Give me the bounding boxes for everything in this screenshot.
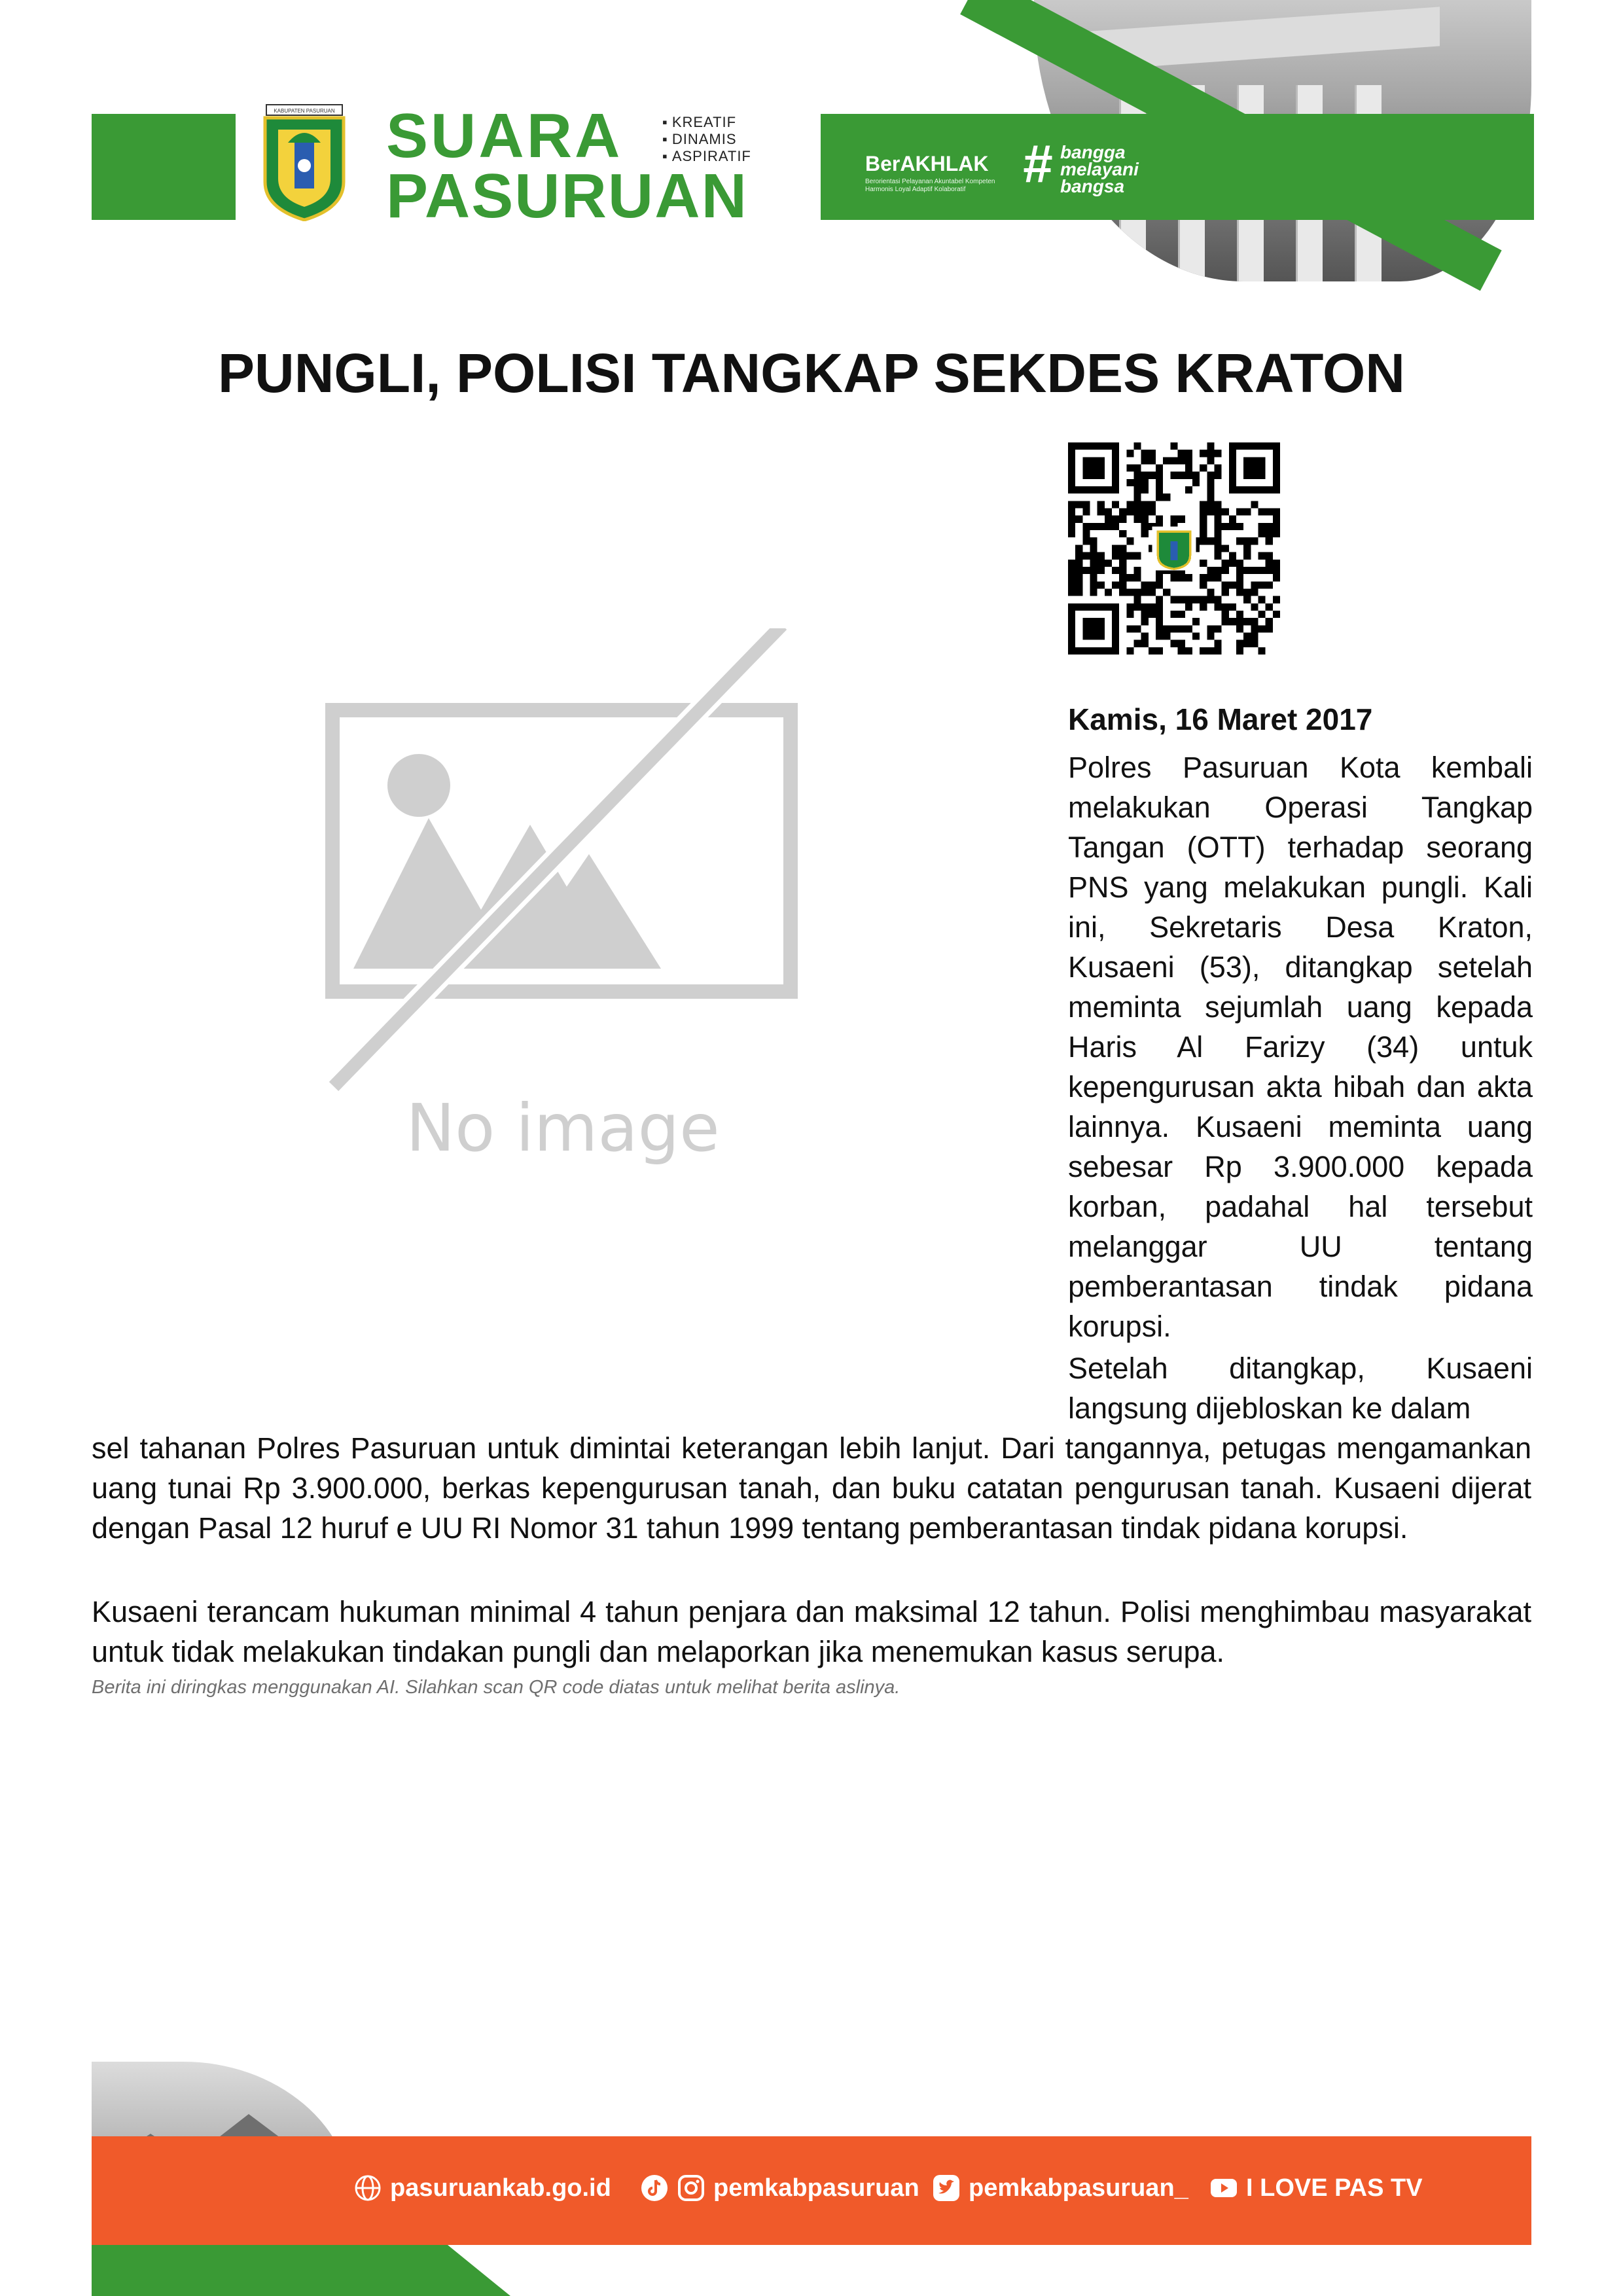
hash-icon: # [1022, 134, 1052, 194]
article-paragraph-2-end: sel tahanan Polres Pasuruan untuk dimintai keterangan lebih lanjut. Dari tangannya, petugas mengamankan uang tunai Rp 3.900.000, berkas kepengurusan tanah, dan buku catatan pengurusan tanah. Kusaeni dijerat dengan Pasal 12 huruf e UU RI Nomor 31 tahun 1999 tentang pemberantasan tindak pidana korupsi. [92, 1431, 1531, 1545]
berakhlak-subtitle: Berorientasi Pelayanan Akuntabel Kompeten Harmonis Loyal Adaptif Kolaboratif [865, 178, 995, 193]
header-left-green-bar [92, 114, 236, 220]
twitter-icon [932, 2174, 961, 2202]
no-image-placeholder [314, 628, 812, 1165]
bangga-melayani-bangsa [1060, 144, 1139, 195]
brand-title-line1: SUARA [386, 101, 623, 171]
tagline-item: ▪ KREATIF [662, 114, 751, 131]
berakhlak-logo-text: BerAKHLAK [865, 152, 989, 175]
instagram-icon [677, 2174, 705, 2202]
tagline-item: ▪ ASPIRATIF [662, 148, 751, 165]
article-paragraph-2-start: Setelah ditangkap, Kusaeni langsung dijebloskan ke dalam [1068, 1352, 1533, 1425]
article-paragraph-3: Kusaeni terancam hukuman minimal 4 tahun penjara dan maksimal 12 tahun. Polisi menghimbau masyarakat untuk tidak melakukan tindakan pungli dan melaporkan jika menemukan kasus serupa. [92, 1595, 1531, 1668]
brand-title-line2: PASURUAN [386, 161, 748, 231]
tiktok-instagram-handle: pemkabpasuruan [713, 2174, 919, 2202]
footer-green-strip [92, 2245, 510, 2296]
hash-line: bangga [1060, 142, 1126, 162]
tagline-item: ▪ DINAMIS [662, 131, 751, 148]
ai-summary-note: Berita ini diringkas menggunakan AI. Silahkan scan QR code diatas untuk melihat berita aslinya. [92, 1677, 901, 1698]
footer-website-link[interactable] [353, 2173, 611, 2203]
tiktok-icon [640, 2174, 669, 2202]
footer-youtube-link[interactable] [1209, 2173, 1423, 2203]
logo-caption: KABUPATEN PASURUAN [274, 108, 335, 114]
article-paragraph-1: Polres Pasuruan Kota kembali melakukan Operasi Tangkap Tangan (OTT) terhadap seorang PNS yang melakukan pungli. Kali ini, Sekretaris Desa Kraton, Kusaeni (53), ditangkap setelah meminta sejumlah uang kepada Haris Al Farizy (34) untuk kepengurusan akta hibah dan akta lainnya. Kusaeni meminta uang sebesar Rp 3.900.000 kepada korban, padahal hal tersebut melanggar UU tentang pemberantasan tindak pidana korupsi. [1068, 751, 1533, 1343]
hash-line: bangsa [1060, 176, 1125, 196]
no-image-label: No image [406, 1090, 720, 1165]
globe-icon [353, 2174, 382, 2202]
youtube-icon [1209, 2174, 1238, 2202]
footer-twitter-link[interactable] [932, 2173, 1188, 2203]
website-text: pasuruankab.go.id [390, 2174, 611, 2202]
twitter-handle: pemkabpasuruan_ [969, 2174, 1188, 2202]
youtube-channel: I LOVE PAS TV [1246, 2174, 1423, 2202]
article-title: PUNGLI, POLISI TANGKAP SEKDES KRATON [218, 342, 1405, 404]
pasuruan-emblem-logo [259, 103, 350, 221]
qr-code-icon[interactable] [1068, 442, 1280, 655]
footer-tiktok-instagram-link[interactable] [640, 2173, 919, 2203]
article-date: Kamis, 16 Maret 2017 [1068, 702, 1373, 736]
brand-taglines [662, 114, 751, 165]
hash-line: melayani [1060, 159, 1139, 179]
